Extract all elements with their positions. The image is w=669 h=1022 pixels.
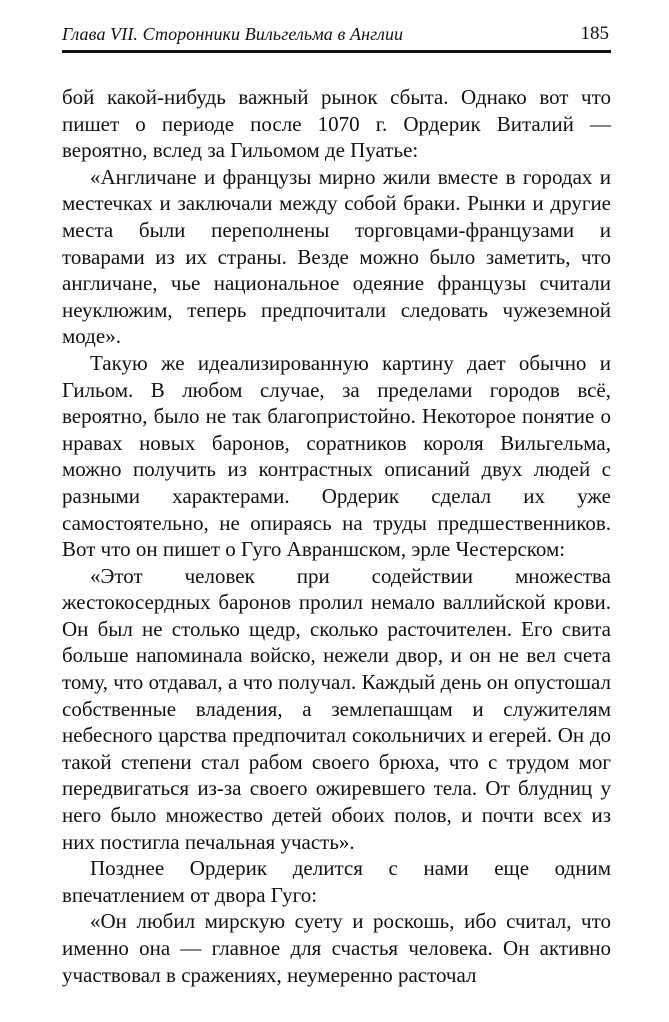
paragraph: Такую же идеализированную картину дает обычно и Гильом. В любом случае, за пределами городов всё, вероятно, было не так благопристойно. Некоторое понятие о нравах новых баронов, соратников короля Вильгельма, можно получить из контрастных описаний двух людей с разными характерами. Ордерик сделал их уже самостоятельно, не опираясь на труды предшественников. Вот что он пишет о Гуго Авраншском, эрле Честерском: — [62, 350, 611, 562]
body-text — [62, 84, 611, 988]
paragraph-continuation: бой какой-нибудь важный рынок сбыта. Однако вот что пишет о периоде после 1070 г. Ордерик Виталий — вероятно, вслед за Гильомом де Пуатье: — [62, 85, 611, 163]
header-rule — [62, 50, 611, 53]
paragraph-quote: «Этот человек при содействии множества жестокосердных баронов пролил немало валлийской крови. Он был не столько щедр, сколько расточителен. Его свита больше напоминала войско, нежели двор, и он не вел счета тому, что отдавал, а что получал. Каждый день он опустошал собственные владения, а землепашцам и служителям небесного царства предпочитал сокольничих и егерей. Он до такой степени стал рабом своего брюха, что с трудом мог передвигаться из-за своего ожиревшего тела. От блудниц у него было множество детей обоих полов, и почти всех из них постигла печальная участь». — [62, 563, 611, 854]
running-head — [62, 22, 611, 48]
paragraph-quote: «Англичане и французы мирно жили вместе в городах и местечках и заключали между собой браки. Рынки и другие места были переполнены торговцами-французами и товарами из их страны. Везде можно было заметить, что англичане, чье национальное одеяние французы считали неуклюжим, теперь предпочитали следовать чужеземной моде». — [62, 164, 611, 349]
paragraph-quote: «Он любил мирскую суету и роскошь, ибо считал, что именно она — главное для счастья человека. Он активно участвовал в сражениях, неумеренно расточал — [62, 909, 611, 987]
paragraph: Позднее Ордерик делится с нами еще одним впечатлением от двора Гуго: — [62, 856, 611, 907]
chapter-title: Глава VII. Сторонники Вильгельма в Англии — [62, 24, 404, 44]
page-number: 185 — [580, 23, 609, 44]
